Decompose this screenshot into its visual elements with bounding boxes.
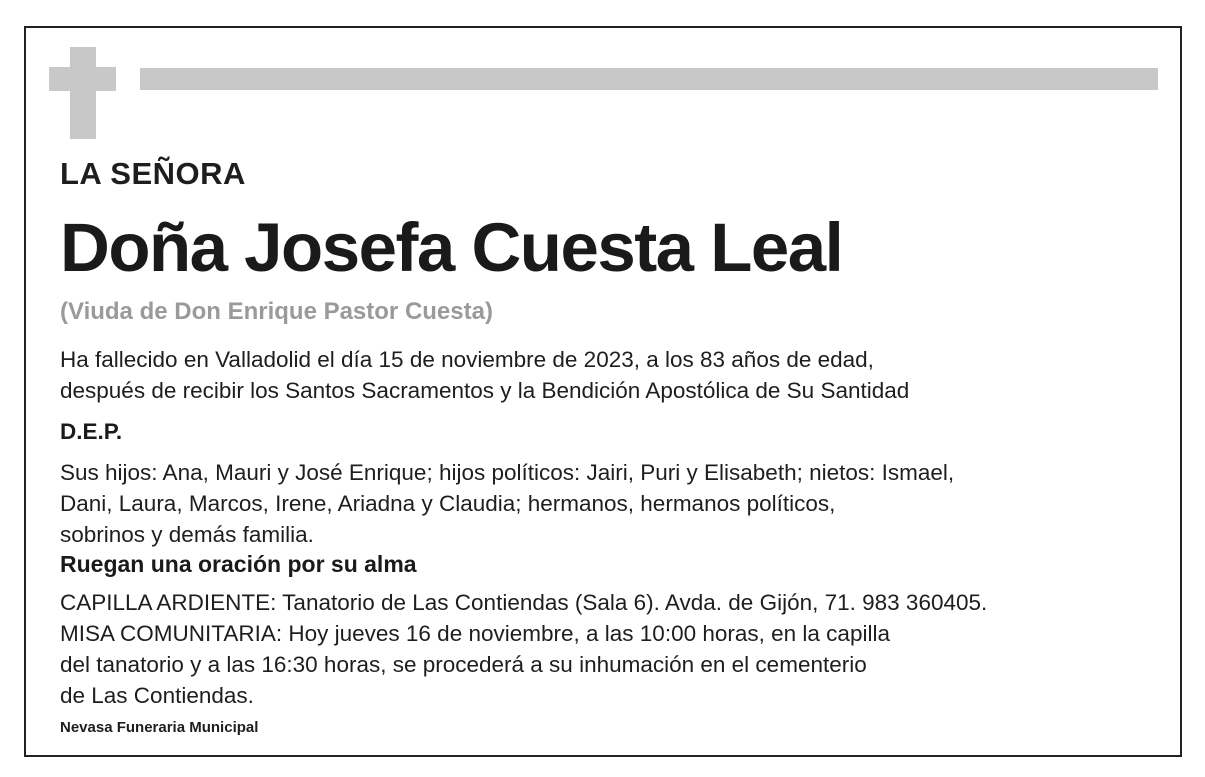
announcement [60,344,909,406]
family-line: Sus hijos: Ana, Mauri y José Enrique; hijos políticos: Jairi, Puri y Elisabeth; nietos: Ismael, [60,460,955,485]
prayer-request: Ruegan una oración por su alma [60,551,417,577]
widow-line: (Viuda de Don Enrique Pastor Cuesta) [60,298,493,325]
family-list [60,457,954,550]
cross-icon [70,47,96,139]
details-line: del tanatorio y a las 16:30 horas, se procederá a su inhumación en el cementerio [60,652,867,677]
details-line: MISA COMUNITARIA: Hoy jueves 16 de noviembre, a las 10:00 horas, en la capilla [60,621,890,646]
deceased-name: Doña Josefa Cuesta Leal [60,209,843,286]
announcement-line: Ha fallecido en Valladolid el día 15 de noviembre de 2023, a los 83 años de edad, [60,347,874,372]
dep-label: D.E.P. [60,419,123,444]
service-details [60,587,987,711]
title-label: LA SEÑORA [60,156,246,191]
details-line: de Las Contiendas. [60,683,254,708]
family-line: Dani, Laura, Marcos, Irene, Ariadna y Claudia; hermanos, hermanos políticos, [60,491,836,516]
announcement-line: después de recibir los Santos Sacramentos y la Bendición Apostólica de Su Santidad [60,378,910,403]
funeral-home: Nevasa Funeraria Municipal [60,719,259,736]
family-line: sobrinos y demás familia. [60,522,314,547]
header-rule [140,68,1158,90]
details-line: CAPILLA ARDIENTE: Tanatorio de Las Contiendas (Sala 6). Avda. de Gijón, 71. 983 360405. [60,590,988,615]
cross-icon-arm [49,67,116,91]
